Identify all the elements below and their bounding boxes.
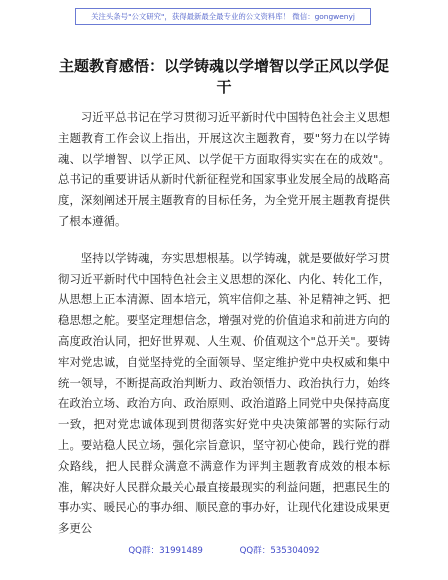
paragraph-2: 坚持以学铸魂，夯实思想根基。以学铸魂，就是要做好学习贯彻习近平新时代中国特色社会主义思想的深化、内化、转化工作，从思想上正本清源、固本培元，筑牢信仰之基、补足精神之钙、把稳思想之舵。要坚定理想信念，增强对党的价值追求和前进方向的高度政治认同，把好世界观、人生观、价值观这个"总开关"。要铸牢对党忠诚，自觉坚持党的全面领导、坚定维护党中央权威和集中统一领导，不断提高政治判断力、政治领悟力、政治执行力，始终在政治立场、政治方向、政治原则、政治道路上同党中央保持高度一致，把对党忠诚体现到贯彻落实好党中央决策部署的实际行动上。要站稳人民立场，强化宗旨意识，坚守初心使命，践行党的群众路线，把人民群众满意不满意作为评判主题教育成效的根本标准，解决好人民群众最关心最直接最现实的利益问题，把惠民生的事办实、暖民心的事办细、顺民意的事办好，让现代化建设成果更多更公 [58,250,390,536]
promo-banner: 关注头条号"公文研究"，获得最新最全最专业的公文资料库！ 微信：gongwenyj [75,8,371,25]
footer-qq-groups [0,544,448,558]
qq-group-1: QQ群：31991489 [128,546,203,556]
document-body [58,107,390,539]
paragraph-1: 习近平总书记在学习贯彻习近平新时代中国特色社会主义思想主题教育工作会议上指出，开展这次主题教育，要"努力在以学铸魂、以学增智、以学正风、以学促干方面取得实实在在的成效"。总书记的重要讲话从新时代新征程党和国家事业发展全局的战略高度，深刻阐述开展主题教育的目标任务，为全党开展主题教育提供了根本遵循。 [58,110,390,228]
document-title: 主题教育感悟：以学铸魂以学增智以学正风以学促干 [58,57,389,96]
qq-group-2: QQ群：535304092 [239,546,320,556]
